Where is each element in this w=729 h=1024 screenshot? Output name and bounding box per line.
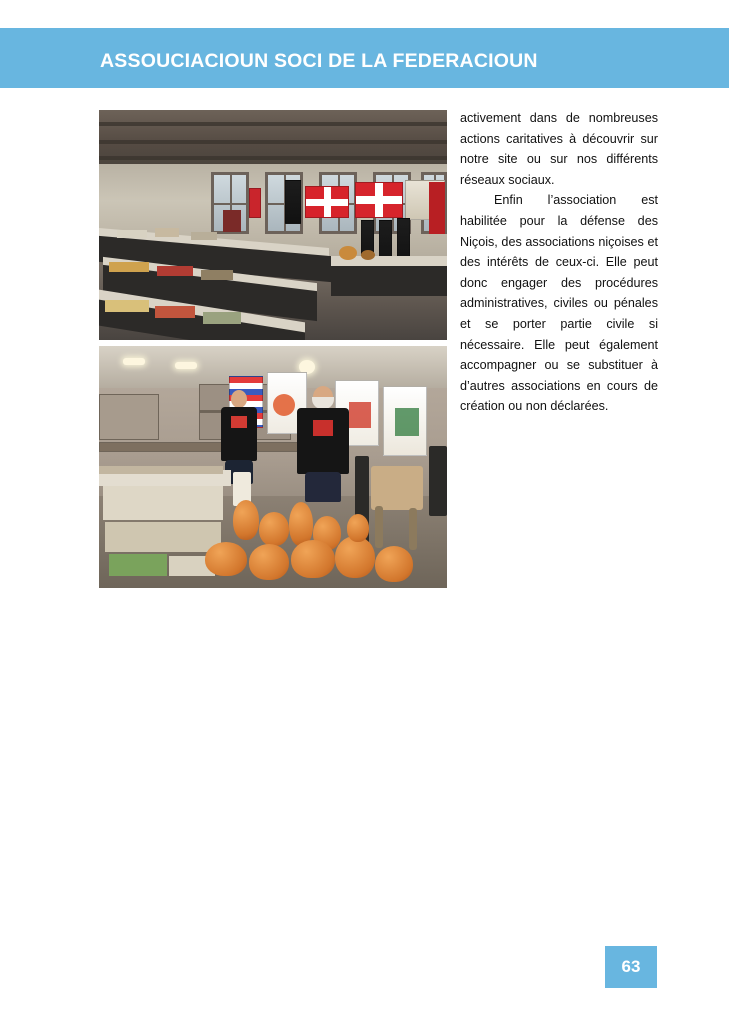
photo1-banner-red	[429, 182, 445, 234]
photo1-beam	[99, 122, 447, 126]
photo2-boxes	[105, 522, 221, 552]
photo2-flag-emblem	[395, 408, 419, 436]
page-number: 63	[605, 946, 657, 988]
photo2-head	[231, 390, 247, 408]
page-title: ASSOUCIACIOUN SOCI DE LA FEDERACIOUN	[100, 50, 538, 72]
photo1-goods	[109, 262, 149, 272]
photo-two-men-pumpkins	[99, 346, 447, 588]
photo1-table-skirt	[331, 266, 447, 296]
photo2-pumpkin	[205, 542, 247, 576]
photo2-books	[99, 466, 223, 474]
photo1-flag-savoie	[355, 182, 403, 218]
photo1-goods	[157, 266, 193, 276]
photo2-gourd	[233, 500, 259, 540]
paragraph-2: Enfin l’association est habilitée pour la défense des Niçois, des associations niçoises et des intérêts de ceux-ci. Elle peut donc engager des procédures administratives, civiles ou pénales et se porter partie civile si nécessaire. Elle peut également accompagner ou se substituer à d’autres associations en cours de création ou non déclarées.	[460, 193, 658, 414]
photo-market-stand-flags	[99, 110, 447, 340]
photo2-chair	[429, 446, 447, 516]
article-text	[460, 108, 658, 417]
photo2-chair-leg	[409, 508, 417, 550]
photo1-person	[223, 210, 241, 232]
photo2-torso	[297, 408, 349, 474]
photo1-beam	[99, 156, 447, 160]
photo2-flag-emblem	[273, 394, 295, 416]
photo1-goods	[155, 306, 195, 318]
photo1-beam	[99, 140, 447, 144]
photo2-boxes	[103, 486, 223, 520]
photo1-goods	[203, 312, 241, 324]
photo1-banner-dark	[285, 180, 301, 224]
photo2-person-right	[295, 386, 351, 502]
photo2-legs	[305, 472, 341, 502]
photo2-ceiling-light	[175, 362, 197, 369]
photo1-goods	[105, 300, 149, 312]
photo2-pumpkin	[375, 546, 413, 582]
photo1-goods	[191, 232, 217, 240]
photo1-flag-cross	[305, 186, 349, 218]
photo2-flag-emblem	[349, 402, 371, 428]
photo2-pumpkin	[335, 536, 375, 578]
photo2-chair-tan	[371, 466, 423, 510]
photo2-gourd	[259, 512, 289, 546]
photo1-goods	[361, 250, 375, 260]
photo2-tshirt-print	[231, 416, 247, 428]
photo1-goods	[155, 228, 179, 237]
photo2-gourd	[347, 514, 369, 542]
photo2-tshirt-print	[313, 420, 333, 436]
photo1-goods	[201, 270, 233, 280]
photo2-pumpkin	[291, 540, 335, 578]
photo2-shelf	[99, 394, 159, 440]
paragraph-1: activement dans de nombreuses actions caritatives à découvrir sur notre site ou sur nos différents réseaux sociaux.	[460, 111, 658, 187]
photo1-goods	[117, 230, 147, 238]
photo2-chair-leg	[375, 506, 383, 548]
photo2-ceiling-light	[123, 358, 145, 365]
photo2-counter	[99, 442, 299, 452]
photo2-pumpkin	[249, 544, 289, 580]
photo1-small-flag	[249, 188, 261, 218]
photo2-person-left	[219, 390, 259, 482]
photo2-book-green	[109, 554, 167, 576]
photo1-goods	[339, 246, 357, 260]
